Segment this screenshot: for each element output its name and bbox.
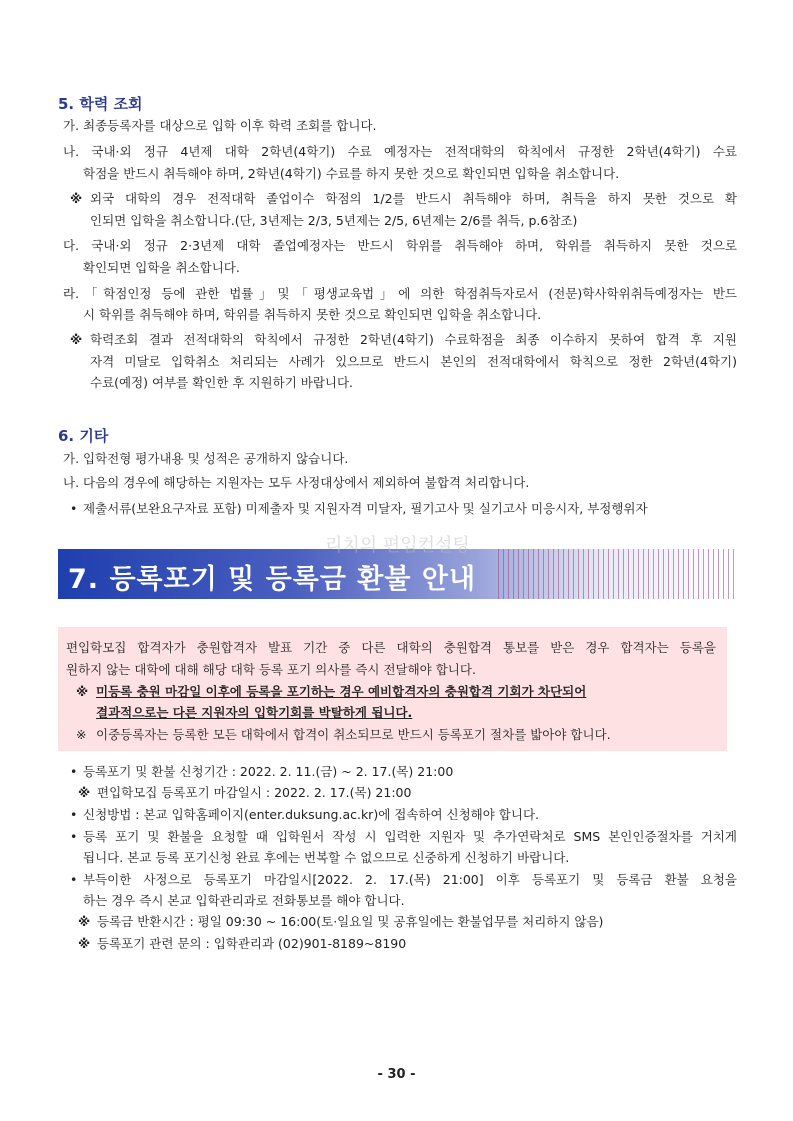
item-application-period: 등록포기 및 환불 신청기간 : 2022. 2. 11.(금) ~ 2. 17.(목) 21:00 <box>83 764 454 779</box>
note-deadline: 편입학모집 등록포기 마감일시 : 2022. 2. 17.(목) 21:00 <box>97 785 412 800</box>
item-ra-line2: 시 학위를 취득해야 하며, 학위를 취득하지 못한 것으로 확인되면 입학을 취소합니다. <box>83 307 542 322</box>
item-na-line2: 학점을 반드시 취득해야 하며, 2학년(4학기) 수료를 하지 못한 것으로 확인되면 입학을 취소합니다. <box>83 166 620 181</box>
section-heading-academic-check: 5. 학력 조회 <box>58 95 143 113</box>
note-mark: ※ <box>78 914 91 929</box>
bullet-mark: • <box>70 807 78 822</box>
item-application-method: 신청방법 : 본교 입학홈페이지(enter.duksung.ac.kr)에 접속하여 신청해야 합니다. <box>83 807 539 822</box>
note-refund-hours: 등록금 반환시간 : 평일 09:30 ~ 16:00(토·일요일 및 공휴일에는 환불업무를 처리하지 않음) <box>97 914 604 929</box>
bullet-mark: • <box>70 501 78 516</box>
notice-mark: ※ <box>76 727 87 742</box>
note-mark: ※ <box>78 936 91 951</box>
item-da-line1: 다. 국내·외 정규 2·3년제 대학 졸업예정자는 반드시 학위를 취득해야 하며, 학위를 취득하지 못한 것으로 <box>63 238 737 253</box>
item-ga: 가. 입학전형 평가내용 및 성적은 공개하지 않습니다. <box>63 451 349 466</box>
banner-stripes <box>498 549 738 599</box>
item-ga: 가. 최종등록자를 대상으로 입학 이후 학력 조회를 합니다. <box>63 118 377 133</box>
note2-line1: 학력조회 결과 전적대학의 학칙에서 규정한 2학년(4학기) 수료학점을 최종 이수하지 못하여 합격 후 지원 <box>90 332 737 347</box>
item-ra-line1: 라.「학점인정 등에 관한 법률」및「평생교육법」에 의한 학점취득자로서 (전문)학사학위취득예정자는 반드 <box>63 286 737 301</box>
item-late-request-line1: 부득이한 사정으로 등록포기 마감일시[2022. 2. 17.(목) 21:00] 이후 등록포기 및 등록금 환불 요청을 <box>83 872 737 887</box>
note1-line1: 외국 대학의 경우 전적대학 졸업이수 학점의 1/2를 반드시 취득해야 하며, 취득을 하지 못한 것으로 확 <box>90 191 737 206</box>
note-mark: ※ <box>70 191 83 206</box>
item-sms-auth-line1: 등록 포기 및 환불을 요청할 때 입학원서 작성 시 입력한 지원자 및 추가연락처로 SMS 본인인증절차를 거치게 <box>83 829 737 844</box>
section-heading-etc: 6. 기타 <box>58 427 109 445</box>
bullet-mark: • <box>70 829 78 844</box>
page-number: - 30 - <box>377 1067 416 1082</box>
item-na: 나. 다음의 경우에 해당하는 지원자는 모두 사정대상에서 제외하여 불합격 처리합니다. <box>63 475 530 490</box>
item-da-line2: 확인되면 입학을 취소합니다. <box>83 260 240 275</box>
note-mark: ※ <box>70 332 83 347</box>
note1-line2: 인되면 입학을 취소합니다.(단, 3년제는 2/3, 5년제는 2/5, 6년제는 2/6를 취득, p.6참조) <box>90 213 578 228</box>
notice-box <box>58 627 727 751</box>
banner-title: 7. 등록포기 및 등록금 환불 안내 <box>68 564 477 595</box>
note-contact: 등록포기 관련 문의 : 입학관리과 (02)901-8189~8190 <box>97 936 407 951</box>
watermark: 리치의 편입컨설팅 <box>325 535 470 556</box>
bullet-mark: • <box>70 872 78 887</box>
notice-mark: ※ <box>76 684 89 699</box>
note-mark: ※ <box>78 785 91 800</box>
notice-line1: 편입학모집 합격자가 충원합격자 발표 기간 중 다른 대학의 충원합격 통보를 받은 경우 합격자는 등록을 <box>66 640 716 655</box>
notice-line2: 원하지 않는 대학에 대해 해당 대학 등록 포기 의사를 즉시 전달해야 합니다. <box>66 662 476 677</box>
bullet-disqualification: 제출서류(보완요구자료 포함) 미제출자 및 지원자격 미달자, 필기고사 및 실기고사 미응시자, 부정행위자 <box>83 501 648 516</box>
notice-warning-line2: 결과적으로는 다른 지원자의 입학기회를 박탈하게 됩니다. <box>96 705 413 720</box>
note2-line3: 수료(예정) 여부를 확인한 후 지원하기 바랍니다. <box>90 375 354 390</box>
notice-line5: 이중등록자는 등록한 모든 대학에서 합격이 취소되므로 반드시 등록포기 절차를 밟아야 합니다. <box>96 727 611 742</box>
notice-warning-line1: 미등록 충원 마감일 이후에 등록을 포기하는 경우 예비합격자의 충원합격 기회가 차단되어 <box>96 684 587 699</box>
item-late-request-line2: 하는 경우 즉시 본교 입학관리과로 전화통보를 해야 합니다. <box>83 893 405 908</box>
item-na-line1: 나. 국내·외 정규 4년제 대학 2학년(4학기) 수료 예정자는 전적대학의 학칙에서 규정한 2학년(4학기) 수료 <box>63 144 737 159</box>
note2-line2: 자격 미달로 입학취소 처리되는 사례가 있으므로 반드시 본인의 전적대학에서 학칙으로 정한 2학년(4학기) <box>90 354 737 369</box>
item-sms-auth-line2: 됩니다. 본교 등록 포기신청 완료 후에는 번복할 수 없으므로 신중하게 신청하기 바랍니다. <box>83 850 570 865</box>
bullet-mark: • <box>70 764 78 779</box>
